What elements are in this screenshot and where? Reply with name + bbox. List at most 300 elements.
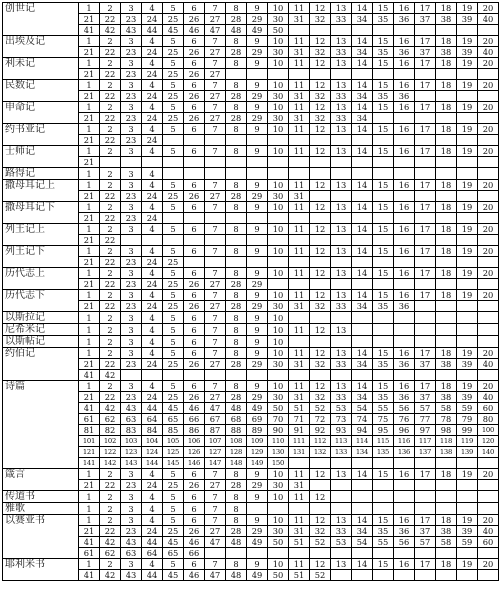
chapter-cell: 38 (436, 47, 457, 58)
chapter-cell: 135 (373, 447, 394, 458)
chapter-cell: 14 (352, 146, 373, 157)
chapter-cell: 44 (142, 570, 163, 581)
chapter-cell (205, 157, 226, 168)
chapter-cell: 11 (289, 80, 310, 91)
chapter-cell: 12 (310, 36, 331, 47)
chapter-cell: 51 (289, 403, 310, 414)
chapter-cell: 9 (247, 381, 268, 392)
chapter-cell: 20 (478, 224, 499, 235)
chapter-cell: 23 (121, 359, 142, 370)
chapter-cell: 13 (331, 515, 352, 526)
book-name: 尼希米记 (3, 324, 79, 336)
chapter-cell (331, 191, 352, 202)
chapter-cell (331, 491, 352, 503)
chapter-cell: 20 (478, 381, 499, 392)
chapter-cell: 14 (352, 268, 373, 279)
table-row (3, 324, 499, 336)
chapter-cell (205, 213, 226, 224)
chapter-cell: 30 (268, 392, 289, 403)
chapter-cell: 16 (394, 180, 415, 191)
chapter-cell: 34 (352, 14, 373, 25)
chapter-cell: 47 (205, 25, 226, 36)
chapter-cell: 21 (79, 279, 100, 290)
chapter-cell: 1 (79, 58, 100, 69)
chapter-cell: 34 (352, 113, 373, 124)
chapter-cell: 81 (79, 425, 100, 436)
chapter-cell: 40 (478, 14, 499, 25)
chapter-cell: 22 (100, 14, 121, 25)
chapter-cell: 12 (310, 102, 331, 113)
chapter-cell: 16 (394, 469, 415, 480)
chapter-cell: 9 (247, 348, 268, 359)
chapter-cell: 35 (373, 359, 394, 370)
chapter-cell: 90 (268, 425, 289, 436)
chapter-cell (478, 480, 499, 491)
chapter-cell (268, 157, 289, 168)
book-name: 以斯帖记 (3, 336, 79, 348)
chapter-cell: 10 (268, 102, 289, 113)
chapter-cell (457, 548, 478, 559)
chapter-cell: 18 (436, 146, 457, 157)
chapter-cell (100, 157, 121, 168)
chapter-cell: 1 (79, 515, 100, 526)
chapter-cell: 2 (100, 312, 121, 324)
chapter-cell: 148 (226, 458, 247, 469)
chapter-cell: 8 (226, 336, 247, 348)
chapter-cell: 10 (268, 469, 289, 480)
chapter-cell: 18 (436, 102, 457, 113)
chapter-cell: 124 (142, 447, 163, 458)
chapter-cell: 29 (247, 359, 268, 370)
chapter-cell: 22 (100, 480, 121, 491)
chapter-cell: 4 (142, 202, 163, 213)
chapter-cell: 94 (352, 425, 373, 436)
chapter-cell: 25 (163, 14, 184, 25)
book-name: 出埃及记 (3, 36, 79, 58)
chapter-cell: 5 (163, 146, 184, 157)
chapter-cell: 77 (415, 414, 436, 425)
chapter-cell (331, 312, 352, 324)
chapter-cell: 119 (457, 436, 478, 447)
chapter-cell: 47 (205, 403, 226, 414)
chapter-cell (415, 257, 436, 268)
chapter-cell: 26 (184, 69, 205, 80)
chapter-cell: 25 (163, 113, 184, 124)
chapter-cell (394, 213, 415, 224)
chapter-cell (415, 458, 436, 469)
chapter-cell: 24 (142, 480, 163, 491)
chapter-cell: 33 (331, 47, 352, 58)
chapter-cell: 1 (79, 224, 100, 235)
chapter-cell: 61 (79, 548, 100, 559)
book-name: 列王记下 (3, 246, 79, 268)
chapter-cell: 5 (163, 58, 184, 69)
chapter-cell: 41 (79, 403, 100, 414)
chapter-cell: 16 (394, 124, 415, 135)
chapter-cell (373, 157, 394, 168)
chapter-cell (310, 213, 331, 224)
chapter-cell (268, 235, 289, 246)
chapter-cell: 4 (142, 503, 163, 515)
chapter-cell (226, 69, 247, 80)
chapter-cell: 48 (226, 537, 247, 548)
chapter-cell (436, 548, 457, 559)
chapter-cell: 98 (436, 425, 457, 436)
chapter-cell: 14 (352, 180, 373, 191)
chapter-cell: 84 (142, 425, 163, 436)
chapter-cell (478, 191, 499, 202)
book-name: 箴言 (3, 469, 79, 491)
chapter-cell: 3 (121, 168, 142, 180)
chapter-cell: 6 (184, 180, 205, 191)
chapter-cell: 111 (289, 436, 310, 447)
chapter-cell (310, 503, 331, 515)
chapter-cell: 33 (331, 392, 352, 403)
chapter-cell (331, 480, 352, 491)
chapter-cell: 15 (373, 3, 394, 14)
chapter-cell: 12 (310, 124, 331, 135)
chapter-cell: 14 (352, 80, 373, 91)
chapter-cell: 54 (352, 537, 373, 548)
chapter-cell (436, 168, 457, 180)
chapter-cell (415, 301, 436, 312)
chapter-cell: 24 (142, 359, 163, 370)
chapter-cell: 108 (226, 436, 247, 447)
chapter-cell: 5 (163, 381, 184, 392)
chapter-cell: 4 (142, 290, 163, 301)
chapter-cell: 31 (289, 113, 310, 124)
chapter-cell: 75 (373, 414, 394, 425)
chapter-cell (331, 213, 352, 224)
chapter-cell: 66 (184, 548, 205, 559)
chapter-cell: 5 (163, 469, 184, 480)
chapter-cell (394, 480, 415, 491)
chapter-cell: 9 (247, 469, 268, 480)
chapter-cell: 10 (268, 290, 289, 301)
chapter-cell (226, 257, 247, 268)
chapter-cell: 9 (247, 491, 268, 503)
chapter-cell: 22 (100, 69, 121, 80)
chapter-cell: 46 (184, 570, 205, 581)
chapter-cell: 4 (142, 469, 163, 480)
chapter-cell (184, 370, 205, 381)
chapter-cell: 11 (289, 36, 310, 47)
chapter-cell: 11 (289, 268, 310, 279)
chapter-cell: 28 (226, 301, 247, 312)
chapter-cell: 2 (100, 146, 121, 157)
chapter-cell (394, 370, 415, 381)
chapter-cell: 2 (100, 80, 121, 91)
chapter-cell (415, 503, 436, 515)
chapter-cell: 10 (268, 515, 289, 526)
chapter-cell (457, 25, 478, 36)
chapter-cell: 19 (457, 3, 478, 14)
chapter-cell (436, 336, 457, 348)
chapter-cell: 7 (205, 515, 226, 526)
chapter-cell: 25 (163, 47, 184, 58)
chapter-cell: 16 (394, 246, 415, 257)
chapter-cell: 21 (79, 213, 100, 224)
chapter-cell: 19 (457, 469, 478, 480)
chapter-cell: 29 (247, 47, 268, 58)
chapter-cell (415, 491, 436, 503)
chapter-cell: 26 (184, 392, 205, 403)
chapter-cell: 138 (436, 447, 457, 458)
chapter-cell: 18 (436, 381, 457, 392)
chapter-cell: 60 (478, 403, 499, 414)
chapter-cell: 1 (79, 202, 100, 213)
chapter-cell: 1 (79, 381, 100, 392)
chapter-cell: 3 (121, 180, 142, 191)
chapter-cell (373, 191, 394, 202)
chapter-cell (457, 503, 478, 515)
chapter-cell: 24 (142, 47, 163, 58)
chapter-cell: 2 (100, 224, 121, 235)
chapter-cell: 6 (184, 3, 205, 14)
chapter-cell: 13 (331, 3, 352, 14)
table-row (3, 146, 499, 157)
chapter-cell: 65 (163, 548, 184, 559)
chapter-cell: 6 (184, 324, 205, 336)
book-name: 历代志下 (3, 290, 79, 312)
chapter-cell: 1 (79, 146, 100, 157)
chapter-cell (373, 69, 394, 80)
chapter-cell: 21 (79, 235, 100, 246)
chapter-cell: 9 (247, 224, 268, 235)
chapter-cell: 133 (331, 447, 352, 458)
chapter-cell (415, 157, 436, 168)
chapter-cell (205, 370, 226, 381)
chapter-cell: 7 (205, 336, 226, 348)
chapter-cell: 33 (331, 14, 352, 25)
chapter-cell: 5 (163, 312, 184, 324)
chapter-cell: 2 (100, 168, 121, 180)
chapter-cell (268, 279, 289, 290)
chapter-cell: 8 (226, 312, 247, 324)
chapter-cell: 11 (289, 3, 310, 14)
table-row (3, 168, 499, 180)
chapter-cell: 10 (268, 312, 289, 324)
chapter-cell: 11 (289, 559, 310, 570)
chapter-cell: 6 (184, 491, 205, 503)
chapter-cell (373, 548, 394, 559)
chapter-cell (436, 191, 457, 202)
chapter-cell: 20 (478, 3, 499, 14)
chapter-cell: 140 (478, 447, 499, 458)
chapter-cell: 3 (121, 224, 142, 235)
chapter-cell: 13 (331, 324, 352, 336)
chapter-cell: 17 (415, 36, 436, 47)
chapter-cell: 7 (205, 290, 226, 301)
chapter-cell: 117 (415, 436, 436, 447)
chapter-cell: 79 (457, 414, 478, 425)
chapter-cell (352, 257, 373, 268)
chapter-cell: 13 (331, 348, 352, 359)
chapter-cell: 40 (478, 392, 499, 403)
chapter-cell: 26 (184, 91, 205, 102)
book-name: 撒母耳记下 (3, 202, 79, 224)
chapter-cell: 11 (289, 224, 310, 235)
table-row (3, 469, 499, 480)
chapter-cell: 22 (100, 191, 121, 202)
chapter-cell (436, 312, 457, 324)
chapter-cell (352, 135, 373, 146)
chapter-cell: 41 (79, 570, 100, 581)
chapter-cell: 24 (142, 135, 163, 146)
chapter-cell: 10 (268, 124, 289, 135)
chapter-cell: 3 (121, 324, 142, 336)
chapter-cell: 40 (478, 526, 499, 537)
chapter-cell: 7 (205, 469, 226, 480)
chapter-cell (268, 213, 289, 224)
chapter-cell: 28 (226, 392, 247, 403)
chapter-cell: 17 (415, 146, 436, 157)
chapter-cell: 26 (184, 279, 205, 290)
chapter-cell: 22 (100, 526, 121, 537)
chapter-cell (457, 570, 478, 581)
chapter-cell: 3 (121, 503, 142, 515)
chapter-cell: 1 (79, 559, 100, 570)
chapter-cell: 46 (184, 25, 205, 36)
chapter-cell: 37 (415, 47, 436, 58)
chapter-cell: 24 (142, 257, 163, 268)
chapter-cell: 136 (394, 447, 415, 458)
chapter-cell: 29 (247, 480, 268, 491)
chapter-cell (373, 370, 394, 381)
chapter-cell: 19 (457, 246, 478, 257)
chapter-cell: 11 (289, 381, 310, 392)
chapter-cell (352, 191, 373, 202)
chapter-cell (352, 548, 373, 559)
chapter-cell: 31 (289, 526, 310, 537)
chapter-cell: 74 (352, 414, 373, 425)
chapter-cell: 3 (121, 312, 142, 324)
chapter-cell: 2 (100, 124, 121, 135)
chapter-cell: 34 (352, 392, 373, 403)
chapter-cell: 6 (184, 224, 205, 235)
chapter-cell: 34 (352, 301, 373, 312)
table-row (3, 290, 499, 301)
chapter-cell: 142 (100, 458, 121, 469)
chapter-cell: 28 (226, 91, 247, 102)
chapter-cell: 21 (79, 135, 100, 146)
chapter-cell: 24 (142, 14, 163, 25)
chapter-cell (436, 25, 457, 36)
chapter-cell: 7 (205, 503, 226, 515)
chapter-cell: 52 (310, 403, 331, 414)
chapter-cell: 121 (79, 447, 100, 458)
chapter-cell (394, 191, 415, 202)
chapter-cell: 50 (268, 570, 289, 581)
chapter-cell: 13 (331, 146, 352, 157)
chapter-cell: 22 (100, 392, 121, 403)
chapter-cell: 21 (79, 157, 100, 168)
chapter-cell (394, 312, 415, 324)
chapter-cell: 7 (205, 3, 226, 14)
chapter-cell (478, 235, 499, 246)
chapter-cell: 6 (184, 559, 205, 570)
chapter-cell: 1 (79, 348, 100, 359)
chapter-cell: 23 (121, 301, 142, 312)
chapter-cell: 9 (247, 36, 268, 47)
chapter-cell: 8 (226, 180, 247, 191)
table-row (3, 80, 499, 91)
chapter-cell (205, 548, 226, 559)
chapter-cell: 27 (205, 91, 226, 102)
chapter-cell: 10 (268, 336, 289, 348)
chapter-cell: 26 (184, 359, 205, 370)
chapter-cell: 1 (79, 312, 100, 324)
chapter-cell: 10 (268, 348, 289, 359)
chapter-cell: 54 (352, 403, 373, 414)
chapter-cell: 15 (373, 80, 394, 91)
chapter-cell (373, 324, 394, 336)
chapter-cell (310, 157, 331, 168)
chapter-cell: 19 (457, 58, 478, 69)
chapter-cell (289, 168, 310, 180)
chapter-cell: 16 (394, 36, 415, 47)
chapter-cell: 6 (184, 503, 205, 515)
chapter-cell (184, 135, 205, 146)
chapter-cell: 5 (163, 290, 184, 301)
chapter-cell: 6 (184, 290, 205, 301)
chapter-cell: 139 (457, 447, 478, 458)
chapter-cell: 14 (352, 224, 373, 235)
chapter-cell: 9 (247, 180, 268, 191)
chapter-cell (415, 370, 436, 381)
chapter-cell: 93 (331, 425, 352, 436)
chapter-cell: 13 (331, 224, 352, 235)
chapter-cell: 8 (226, 202, 247, 213)
chapter-cell: 42 (100, 25, 121, 36)
chapter-cell: 15 (373, 58, 394, 69)
chapter-cell (352, 480, 373, 491)
chapter-cell: 24 (142, 279, 163, 290)
chapter-cell (478, 113, 499, 124)
chapter-cell (478, 279, 499, 290)
table-row (3, 202, 499, 213)
chapter-cell (436, 135, 457, 146)
chapter-cell: 6 (184, 58, 205, 69)
chapter-cell: 29 (247, 191, 268, 202)
chapter-cell (373, 279, 394, 290)
chapter-cell: 23 (121, 257, 142, 268)
chapter-cell: 10 (268, 268, 289, 279)
chapter-cell: 12 (310, 246, 331, 257)
chapter-cell (226, 168, 247, 180)
chapter-cell: 63 (121, 548, 142, 559)
chapter-cell (394, 279, 415, 290)
chapter-cell: 7 (205, 102, 226, 113)
chapter-cell: 25 (163, 359, 184, 370)
chapter-cell: 4 (142, 168, 163, 180)
chapter-cell: 23 (121, 135, 142, 146)
chapter-cell (436, 91, 457, 102)
chapter-cell: 37 (415, 526, 436, 537)
table-row (3, 246, 499, 257)
chapter-cell (289, 458, 310, 469)
chapter-cell: 28 (226, 359, 247, 370)
chapter-cell: 28 (226, 14, 247, 25)
chapter-cell: 4 (142, 312, 163, 324)
chapter-cell: 16 (394, 381, 415, 392)
chapter-cell: 11 (289, 124, 310, 135)
chapter-cell: 14 (352, 3, 373, 14)
chapter-cell: 20 (478, 36, 499, 47)
chapter-cell: 6 (184, 348, 205, 359)
chapter-cell: 19 (457, 559, 478, 570)
chapter-cell (184, 235, 205, 246)
